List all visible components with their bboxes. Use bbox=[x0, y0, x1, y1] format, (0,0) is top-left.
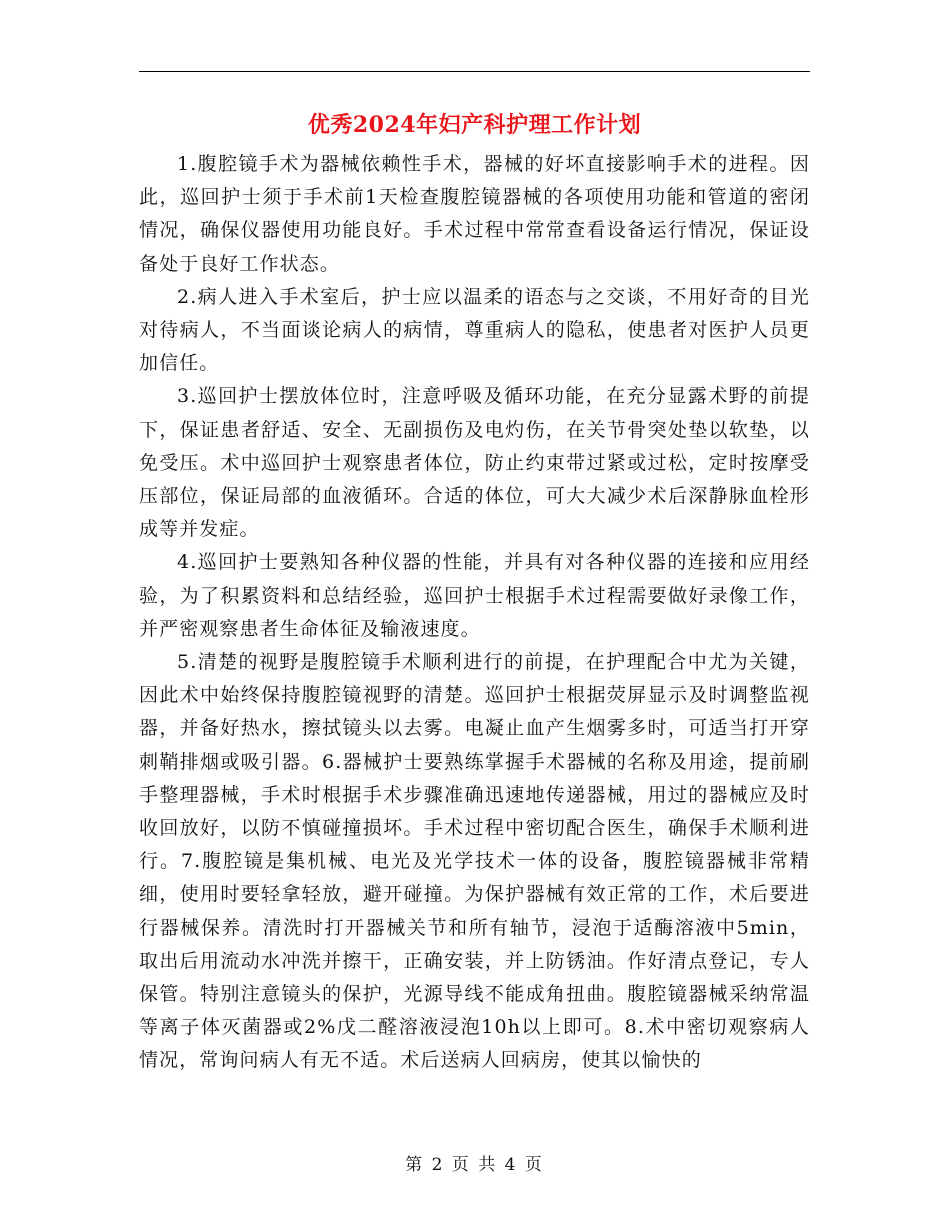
page-number-footer: 第 2 页 共 4 页 bbox=[405, 1155, 544, 1175]
paragraph-3: 3.巡回护士摆放体位时，注意呼吸及循环功能，在充分显露术野的前提下，保证患者舒适、安全、无副损伤及电灼伤，在关节骨突处垫以软垫，以免受压。术中巡回护士观察患者体位，防止约束带过紧或过松，定时按摩受压部位，保证局部的血液循环。合适的体位，可大大减少术后深静脉血栓形成等并发症。 bbox=[139, 385, 810, 541]
document-title: 优秀2024年妇产科护理工作计划 bbox=[307, 112, 642, 138]
document-body bbox=[139, 148, 810, 1078]
paragraph-1: 1.腹腔镜手术为器械依赖性手术，器械的好坏直接影响手术的进程。因此，巡回护士须于手术前1天检查腹腔镜器械的各项使用功能和管道的密闭情况，确保仪器使用功能良好。手术过程中常常查看设备运行情况，保证设备处于良好工作状态。 bbox=[139, 153, 810, 275]
paragraph-2: 2.病人进入手术室后，护士应以温柔的语态与之交谈，不用好奇的目光对待病人，不当面谈论病人的病情，尊重病人的隐私，使患者对医护人员更加信任。 bbox=[139, 285, 810, 375]
header-rule bbox=[139, 71, 810, 72]
paragraph-5: 5.清楚的视野是腹腔镜手术顺利进行的前提，在护理配合中尤为关键，因此术中始终保持腹腔镜视野的清楚。巡回护士根据荧屏显示及时调整监视器，并备好热水，擦拭镜头以去雾。电凝止血产生烟雾多时，可适当打开穿刺鞘排烟或吸引器。6.器械护士要熟练掌握手术器械的名称及用途，提前刷手整理器械，手术时根据手术步骤准确迅速地传递器械，用过的器械应及时收回放好，以防不慎碰撞损坏。手术过程中密切配合医生，确保手术顺利进行。7.腹腔镜是集机械、电光及光学技术一体的设备，腹腔镜器械非常精细，使用时要轻拿轻放，避开碰撞。为保护器械有效正常的工作，术后要进行器械保养。清洗时打开器械关节和所有轴节，浸泡于适酶溶液中5min，取出后用流动水冲洗并擦干，正确安装，并上防锈油。作好清点登记，专人保管。特别注意镜头的保护，光源导线不能成角扭曲。腹腔镜器械采纳常温等离子体灭菌器或2%戊二醛溶液浸泡10h以上即可。8.术中密切观察病人情况，常询问病人有无不适。术后送病人回病房，使其以愉快的 bbox=[139, 651, 810, 1072]
paragraph-4: 4.巡回护士要熟知各种仪器的性能，并具有对各种仪器的连接和应用经验，为了积累资料和总结经验，巡回护士根据手术过程需要做好录像工作，并严密观察患者生命体征及输液速度。 bbox=[139, 551, 810, 640]
